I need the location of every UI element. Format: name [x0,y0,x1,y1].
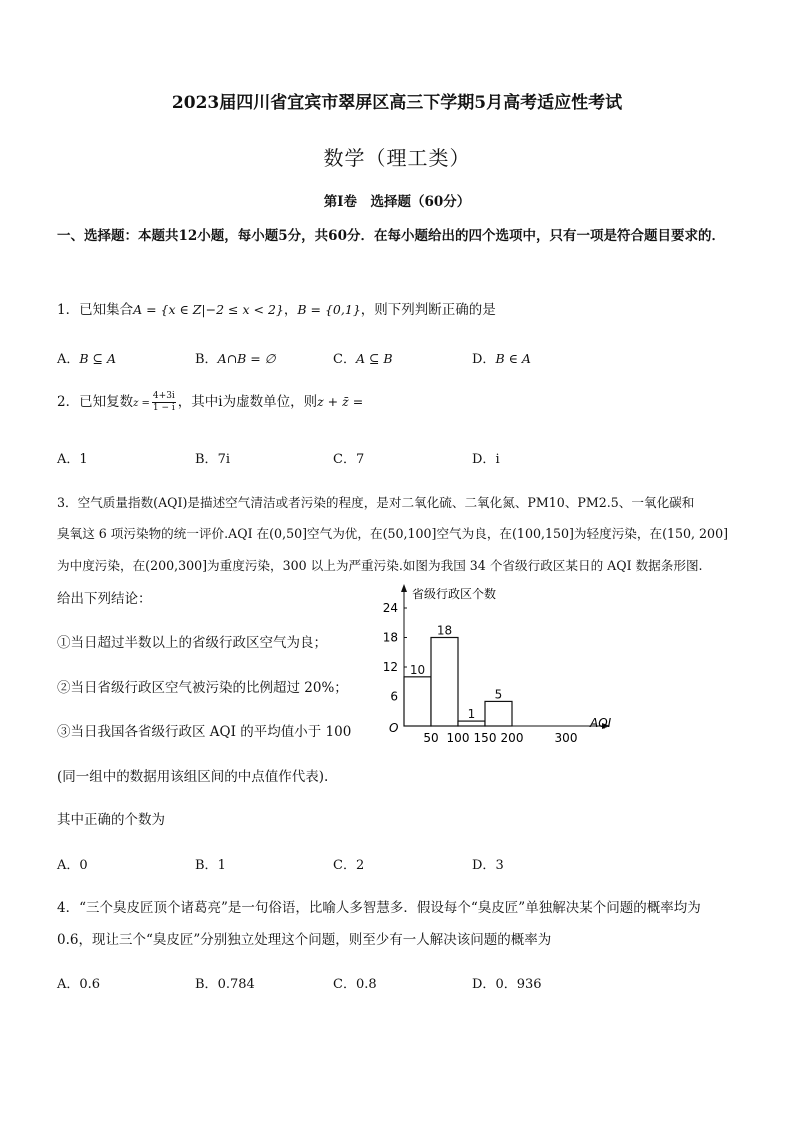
bar-label-1: 18 [436,623,453,638]
y-tick-label-12: 12 [382,660,398,674]
x-tick-label-100: 100 [446,731,470,742]
aqi-bar-chart [380,582,620,742]
bar-label-0: 10 [409,662,426,677]
q1-prefix: 1．已知集合 [57,302,134,318]
bar-label-3: 5 [494,687,503,702]
exam-title: 2023届四川省宜宾市翠屏区高三下学期5月高考适应性考试 [171,93,623,113]
x-tick-label-200: 200 [500,731,524,742]
q2-option-c[interactable]: C．7 [333,452,365,467]
question-2 [57,390,363,414]
q2-z: z = [133,398,150,409]
q1-sep: ， [283,302,298,318]
y-tick-label-18: 18 [382,630,398,645]
q3-ask: 其中正确的个数为 [57,812,165,828]
q2-option-a[interactable]: A．1 [57,452,88,467]
q2-option-b[interactable]: B．7i [195,452,230,467]
q1-option-c[interactable]: C．A ⊆ B [333,351,393,367]
bar-2 [458,721,485,726]
bar-1 [431,638,458,727]
y-axis-arrow [401,584,407,592]
q3-conclusion-2: ②当日省级行政区空气被污染的比例超过 20%； [57,680,348,696]
q3-option-b[interactable]: B．1 [195,858,226,873]
q1-option-b[interactable]: B．A∩B = ∅ [195,351,276,367]
y-tick-label-6: 6 [390,689,398,704]
x-tick-label-300: 300 [554,731,578,742]
q3-note: (同一组中的数据用该组区间的中点值作代表). [57,769,329,785]
origin-label: O [389,721,399,735]
y-tick-label-24: 24 [382,601,398,615]
y-axis-label: 省级行政区个数 [412,587,497,601]
section-heading: 第I卷 选择题（60分） [323,194,471,210]
instructions: 一、选择题：本题共12小题，每小题5分，共60分．在每小题给出的四个选项中，只有一项是符合题目要求的． [57,228,725,244]
q2-prefix: 2．已知复数 [57,394,134,410]
q3-line-1: 3．空气质量指数(AQI)是描述空气清洁或者污染的程度，是对二氧化硫、二氧化氮、PM10、PM2.5、一氧化碳和 [57,495,695,510]
q2-fraction [152,391,176,414]
q1-option-d[interactable]: D．B ∈ A [472,351,531,367]
q2-middle: ，其中i为虚数单位，则 [177,394,318,410]
q4-line-1: 4．“三个臭皮匠顶个诸葛亮”是一句俗语，比喻人多智慧多．假设每个“臭皮匠”单独解决某个问题的概率均为 [57,900,701,916]
q3-line-3: 为中度污染，在(200,300]为重度污染，300 以上为严重污染.如图为我国 34 个省级行政区某日的 AQI 数据条形图. [57,558,703,573]
bar-3 [485,701,512,726]
question-1 [57,298,496,318]
q4-option-a[interactable]: A．0.6 [57,977,101,992]
q4-line-2: 0.6，现让三个“臭皮匠”分别独立处理这个问题，则至少有一人解决该问题的概率为 [57,932,552,948]
q3-option-a[interactable]: A．0 [57,858,88,873]
q1-suffix: ，则下列判断正确的是 [360,302,496,318]
q4-option-d[interactable]: D．0．936 [472,977,542,992]
q3-option-d[interactable]: D．3 [472,858,504,873]
q3-line-4: 给出下列结论： [57,591,152,607]
q2-option-d[interactable]: D．i [472,452,500,467]
q3-conclusion-3: ③当日我国各省级行政区 AQI 的平均值小于 100 [57,724,352,740]
bar-label-2: 1 [467,707,476,722]
q3-line-2: 臭氧这 6 项污染物的统一评价.AQI 在(0,50]空气为优，在(50,100]空气为良，在(100,150]为轻度污染，在(150, 200] [57,526,728,541]
exam-subtitle: 数学（理工类） [323,146,471,170]
q1-set-b: B = {0,1} [297,302,361,317]
q4-option-b[interactable]: B．0.784 [195,977,255,992]
bar-0 [404,677,431,726]
x-tick-label-150: 150 [473,731,497,742]
q1-set-a: A = {x ∈ Z|−2 ≤ x < 2} [133,302,284,317]
q2-numerator: 4+3i [152,391,175,401]
x-axis-label: AQI [590,716,612,730]
q3-conclusion-1: ①当日超过半数以上的省级行政区空气为良； [57,635,327,651]
q4-option-c[interactable]: C．0.8 [333,977,377,992]
q3-option-c[interactable]: C．2 [333,858,365,873]
q2-denominator: 1 − i [152,403,175,413]
q1-option-a[interactable]: A．B ⊆ A [57,351,117,367]
q2-expression: z + z̄ = [317,394,364,409]
x-tick-label-50: 50 [423,731,439,742]
